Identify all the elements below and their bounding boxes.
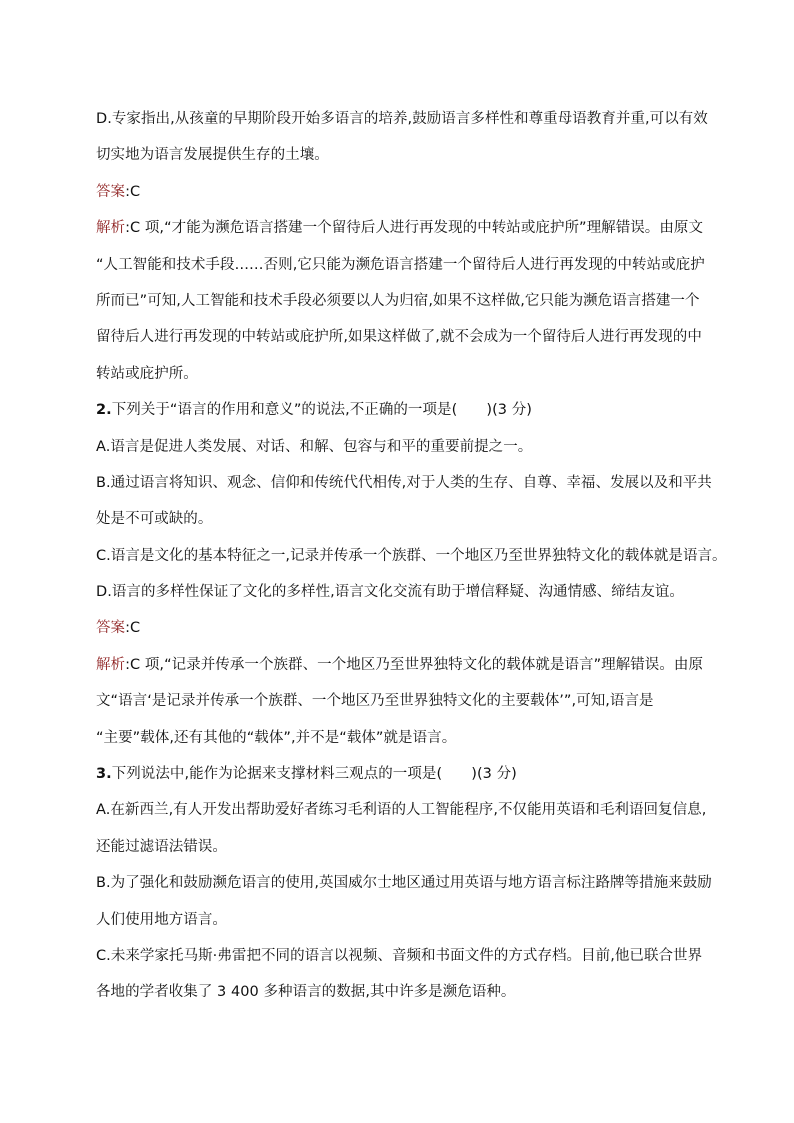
- answer-label: 答案: [96, 620, 126, 637]
- q2-option-b-line-1: [96, 465, 712, 501]
- text: C.语言是文化的基本特征之一,记录并传承一个族群、一个地区乃至世界独特文化的载体就是语言。: [96, 547, 727, 564]
- question-text: 下列说法中,能作为论据来支撑材料三观点的一项是( )(3 分): [111, 766, 517, 783]
- q3-option-a-line-1: [96, 792, 707, 828]
- analysis-1-line-2: [96, 247, 705, 283]
- q2-option-b-line-2: [96, 501, 700, 537]
- text: 还能过滤语法错误。: [96, 838, 227, 855]
- analysis-label: 解析: [96, 656, 126, 673]
- answer-value: :C: [125, 183, 141, 200]
- q3-option-c-line-2: [96, 974, 700, 1010]
- option-d-line-2: [96, 137, 700, 173]
- text: B.为了强化和鼓励濒危语言的使用,英国威尔士地区通过用英语与地方语言标注路牌等措施来鼓励: [96, 875, 712, 892]
- analysis-label: 解析: [96, 220, 126, 237]
- answer-2: [96, 610, 700, 646]
- text: 切实地为语言发展提供生存的土壤。: [96, 147, 329, 164]
- text: 留待后人进行再发现的中转站或庇护所,如果这样做了,就不会成为一个留待后人进行再发现的中: [96, 329, 702, 346]
- analysis-text: :C 项,“记录并传承一个族群、一个地区乃至世界独特文化的载体就是语言”理解错误。由原: [125, 656, 704, 673]
- text: D.语言的多样性保证了文化的多样性,语言文化交流有助于增信释疑、沟通情感、缔结友谊。: [96, 584, 684, 601]
- q3-option-b-line-1: [96, 865, 712, 901]
- q3-option-c-line-1: [96, 938, 703, 974]
- answer-label: 答案: [96, 183, 126, 200]
- text: A.在新西兰,有人开发出帮助爱好者练习毛利语的人工智能程序,不仅能用英语和毛利语回复信息,: [96, 802, 707, 819]
- analysis-1-line-1: [96, 210, 704, 246]
- question-3: [96, 756, 700, 792]
- analysis-2-line-3: [96, 720, 700, 756]
- text: 所而已”可知,人工智能和技术手段必须要以人为归宿,如果不这样做,它只能为濒危语言搭建一个: [96, 292, 700, 309]
- document-content: [96, 101, 727, 1011]
- q3-option-a-line-2: [96, 829, 700, 865]
- q2-option-a: [96, 429, 700, 465]
- text: 各地的学者收集了 3 400 多种语言的数据,其中许多是濒危语种。: [96, 984, 516, 1001]
- analysis-2-line-2: [96, 683, 700, 719]
- analysis-2-line-1: [96, 647, 704, 683]
- text: 转站或庇护所。: [96, 365, 198, 382]
- question-number: 3.: [96, 766, 112, 783]
- analysis-1-line-3: [96, 283, 700, 319]
- text: C.未来学家托马斯·弗雷把不同的语言以视频、音频和书面文件的方式存档。目前,他已联合世界: [96, 947, 703, 964]
- question-2: [96, 392, 700, 428]
- question-text: 下列关于“语言的作用和意义”的说法,不正确的一项是( )(3 分): [111, 402, 532, 419]
- text: A.语言是促进人类发展、对话、和解、包容与和平的重要前提之一。: [96, 438, 533, 455]
- option-d-line-1: [96, 101, 708, 137]
- answer-1: [96, 174, 700, 210]
- question-number: 2.: [96, 402, 112, 419]
- text: 文“语言‘是记录并传承一个族群、一个地区乃至世界独特文化的主要载体’”,可知,语言是: [96, 693, 654, 710]
- q2-option-d: [96, 574, 700, 610]
- q3-option-b-line-2: [96, 902, 700, 938]
- analysis-text: :C 项,“才能为濒危语言搭建一个留待后人进行再发现的中转站或庇护所”理解错误。由原文: [125, 220, 704, 237]
- text: “主要”载体,还有其他的“载体”,并不是“载体”就是语言。: [96, 729, 457, 746]
- text: “人工智能和技术手段……否则,它只能为濒危语言搭建一个留待后人进行再发现的中转站或庇护: [96, 256, 705, 273]
- analysis-1-line-5: [96, 356, 700, 392]
- text: 处是不可或缺的。: [96, 511, 213, 528]
- text: D.专家指出,从孩童的早期阶段开始多语言的培养,鼓励语言多样性和尊重母语教育并重,可以有效: [96, 111, 708, 127]
- text: B.通过语言将知识、观念、信仰和传统代代相传,对于人类的生存、自尊、幸福、发展以及和平共: [96, 474, 712, 491]
- analysis-1-line-4: [96, 319, 700, 355]
- text: 人们使用地方语言。: [96, 911, 227, 928]
- q2-option-c: [96, 538, 727, 574]
- answer-value: :C: [125, 620, 141, 637]
